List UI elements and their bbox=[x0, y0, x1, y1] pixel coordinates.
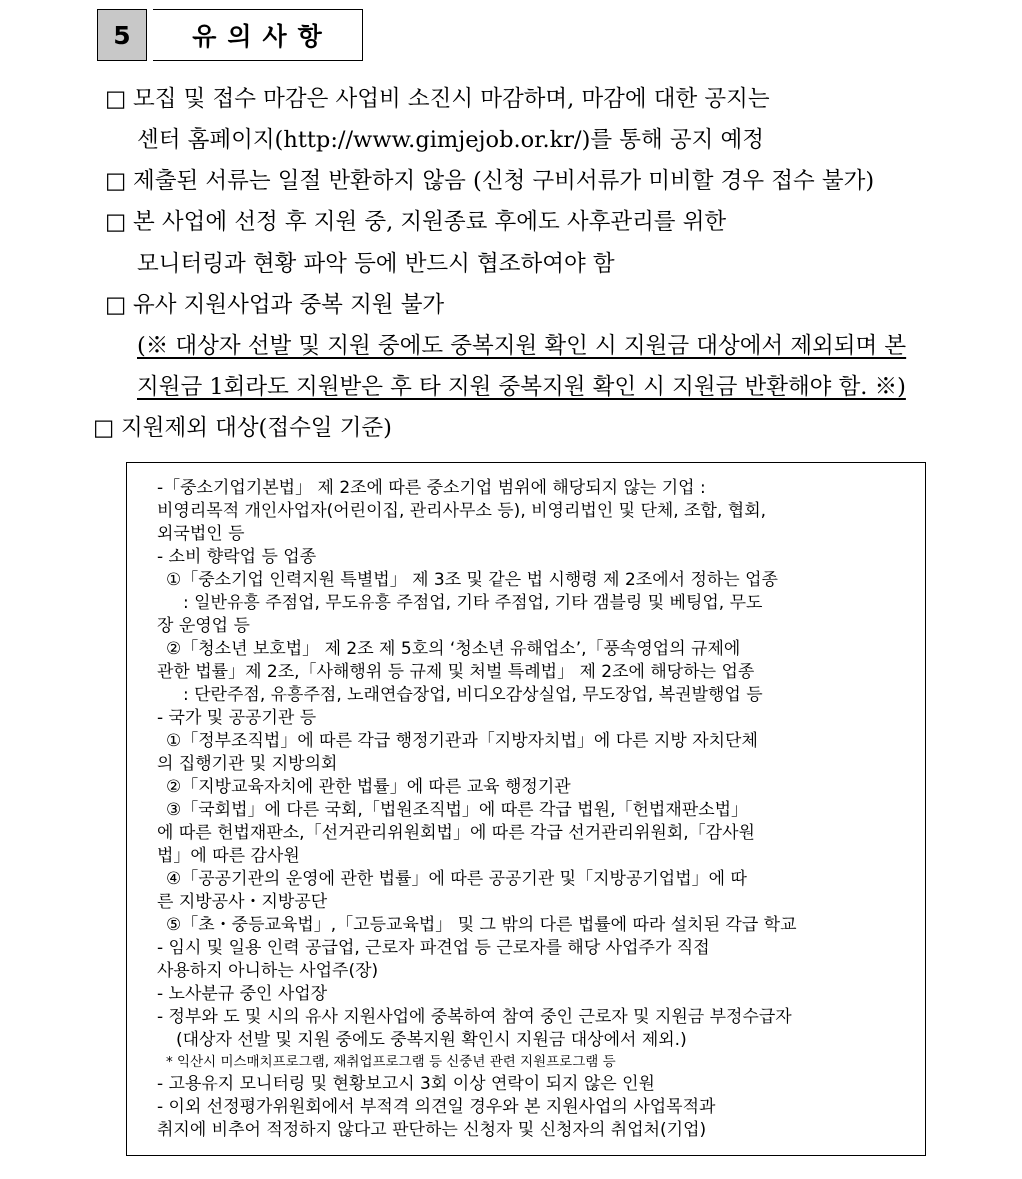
checkbox-icon: □ bbox=[105, 86, 127, 112]
section-title: 유의사항 bbox=[153, 9, 363, 61]
note-2 bbox=[105, 166, 874, 196]
panel-line: : 단란주점, 유흥주점, 노래연습장업, 비디오감상실업, 무도장업, 복권발행업 등 bbox=[183, 685, 763, 705]
section-header bbox=[97, 9, 363, 61]
note-4 bbox=[105, 290, 444, 320]
note-4-line-1: 유사 지원사업과 중복 지원 불가 bbox=[133, 292, 445, 318]
note-5 bbox=[93, 413, 392, 443]
panel-line: - 노사분규 중인 사업장 bbox=[157, 984, 328, 1004]
panel-line: - 고용유지 모니터링 및 현황보고시 3회 이상 연락이 되지 않은 인원 bbox=[157, 1074, 655, 1094]
panel-line: 외국법인 등 bbox=[157, 524, 245, 544]
panel-line: 취지에 비추어 적정하지 않다고 판단하는 신청자 및 신청자의 취업처(기업) bbox=[157, 1120, 707, 1140]
note-1-line-2: 센터 홈페이지(http://www.gimjejob.or.kr/)를 통해 공지 예정 bbox=[137, 127, 764, 153]
panel-line: - 이외 선정평가위원회에서 부적격 의견일 경우와 본 지원사업의 사업목적과 bbox=[157, 1097, 716, 1117]
panel-line: 에 따른 헌법재판소,「선거관리위원회법」에 따른 각급 선거관리위원회,「감사원 bbox=[157, 823, 755, 843]
panel-line: ①「중소기업 인력지원 특별법」 제 3조 및 같은 법 시행령 제 2조에서 정하는 업종 bbox=[166, 570, 778, 590]
note-1-line-1: 모집 및 접수 마감은 사업비 소진시 마감하며, 마감에 대한 공지는 bbox=[133, 86, 770, 112]
panel-line: - 정부와 도 및 시의 유사 지원사업에 중복하여 참여 중인 근로자 및 지원금 부정수급자 bbox=[157, 1007, 792, 1027]
checkbox-icon: □ bbox=[105, 292, 127, 318]
note-4-line-2: (※ 대상자 선발 및 지원 중에도 중복지원 확인 시 지원금 대상에서 제외되며 본 bbox=[137, 333, 907, 359]
note-3-line-2: 모니터링과 현황 파악 등에 반드시 협조하여야 함 bbox=[137, 251, 615, 277]
checkbox-icon: □ bbox=[105, 209, 127, 235]
note-5-line-1: 지원제외 대상(접수일 기준) bbox=[121, 415, 392, 441]
panel-line: 관한 법률」제 2조,「사해행위 등 규제 및 처벌 특례법」 제 2조에 해당하는 업종 bbox=[157, 662, 755, 682]
panel-line: 비영리목적 개인사업자(어린이집, 관리사무소 등), 비영리법인 및 단체, 조합, 협회, bbox=[157, 501, 767, 521]
note-2-line-1: 제출된 서류는 일절 반환하지 않음 (신청 구비서류가 미비할 경우 접수 불가) bbox=[133, 168, 875, 194]
panel-line: : 일반유흥 주점업, 무도유흥 주점업, 기타 주점업, 기타 갬블링 및 베팅업, 무도 bbox=[183, 593, 763, 613]
panel-footnote: * 익산시 미스매치프로그램, 재취업프로그램 등 신중년 관련 지원프로그램 등 bbox=[166, 1054, 616, 1070]
panel-line: - 국가 및 공공기관 등 bbox=[157, 708, 317, 728]
note-3-line-1: 본 사업에 선정 후 지원 중, 지원종료 후에도 사후관리를 위한 bbox=[133, 209, 727, 235]
panel-line: - 소비 향락업 등 업종 bbox=[157, 547, 317, 567]
panel-line: 장 운영업 등 bbox=[157, 616, 250, 636]
panel-line: (대상자 선발 및 지원 중에도 중복지원 확인시 지원금 대상에서 제외.) bbox=[176, 1030, 687, 1050]
panel-line: ⑤「초・중등교육법」,「고등교육법」 및 그 밖의 다른 법률에 따라 설치된 각급 학교 bbox=[166, 915, 797, 935]
note-3 bbox=[105, 207, 726, 237]
panel-line: 의 집행기관 및 지방의회 bbox=[157, 754, 338, 774]
note-4-line-3: 지원금 1회라도 지원받은 후 타 지원 중복지원 확인 시 지원금 반환해야 함. ※) bbox=[137, 374, 906, 400]
panel-line: ④「공공기관의 운영에 관한 법률」에 따른 공공기관 및「지방공기업법」에 따 bbox=[166, 869, 747, 889]
checkbox-icon: □ bbox=[93, 415, 115, 441]
panel-line: -「중소기업기본법」 제 2조에 따른 중소기업 범위에 해당되지 않는 기업 : bbox=[157, 478, 706, 498]
panel-line: 법」에 따른 감사원 bbox=[157, 846, 300, 866]
section-number: 5 bbox=[97, 9, 147, 61]
note-1 bbox=[105, 84, 770, 114]
panel-line: ③「국회법」에 다른 국회,「법원조직법」에 따른 각급 법원,「헌법재판소법」 bbox=[166, 800, 749, 820]
panel-line: ②「지방교육자치에 관한 법률」에 따른 교육 행정기관 bbox=[166, 777, 571, 797]
checkbox-icon: □ bbox=[105, 168, 127, 194]
panel-line: - 임시 및 일용 인력 공급업, 근로자 파견업 등 근로자를 해당 사업주가 직접 bbox=[157, 938, 710, 958]
panel-line: 사용하지 아니하는 사업주(장) bbox=[157, 961, 379, 981]
panel-line: 른 지방공사・지방공단 bbox=[157, 892, 328, 912]
panel-line: ②「청소년 보호법」 제 2조 제 5호의 ‘청소년 유해업소’,「풍속영업의 규제에 bbox=[166, 639, 741, 659]
panel-line: ①「정부조직법」에 따른 각급 행정기관과「지방자치법」에 다른 지방 자치단체 bbox=[166, 731, 758, 751]
